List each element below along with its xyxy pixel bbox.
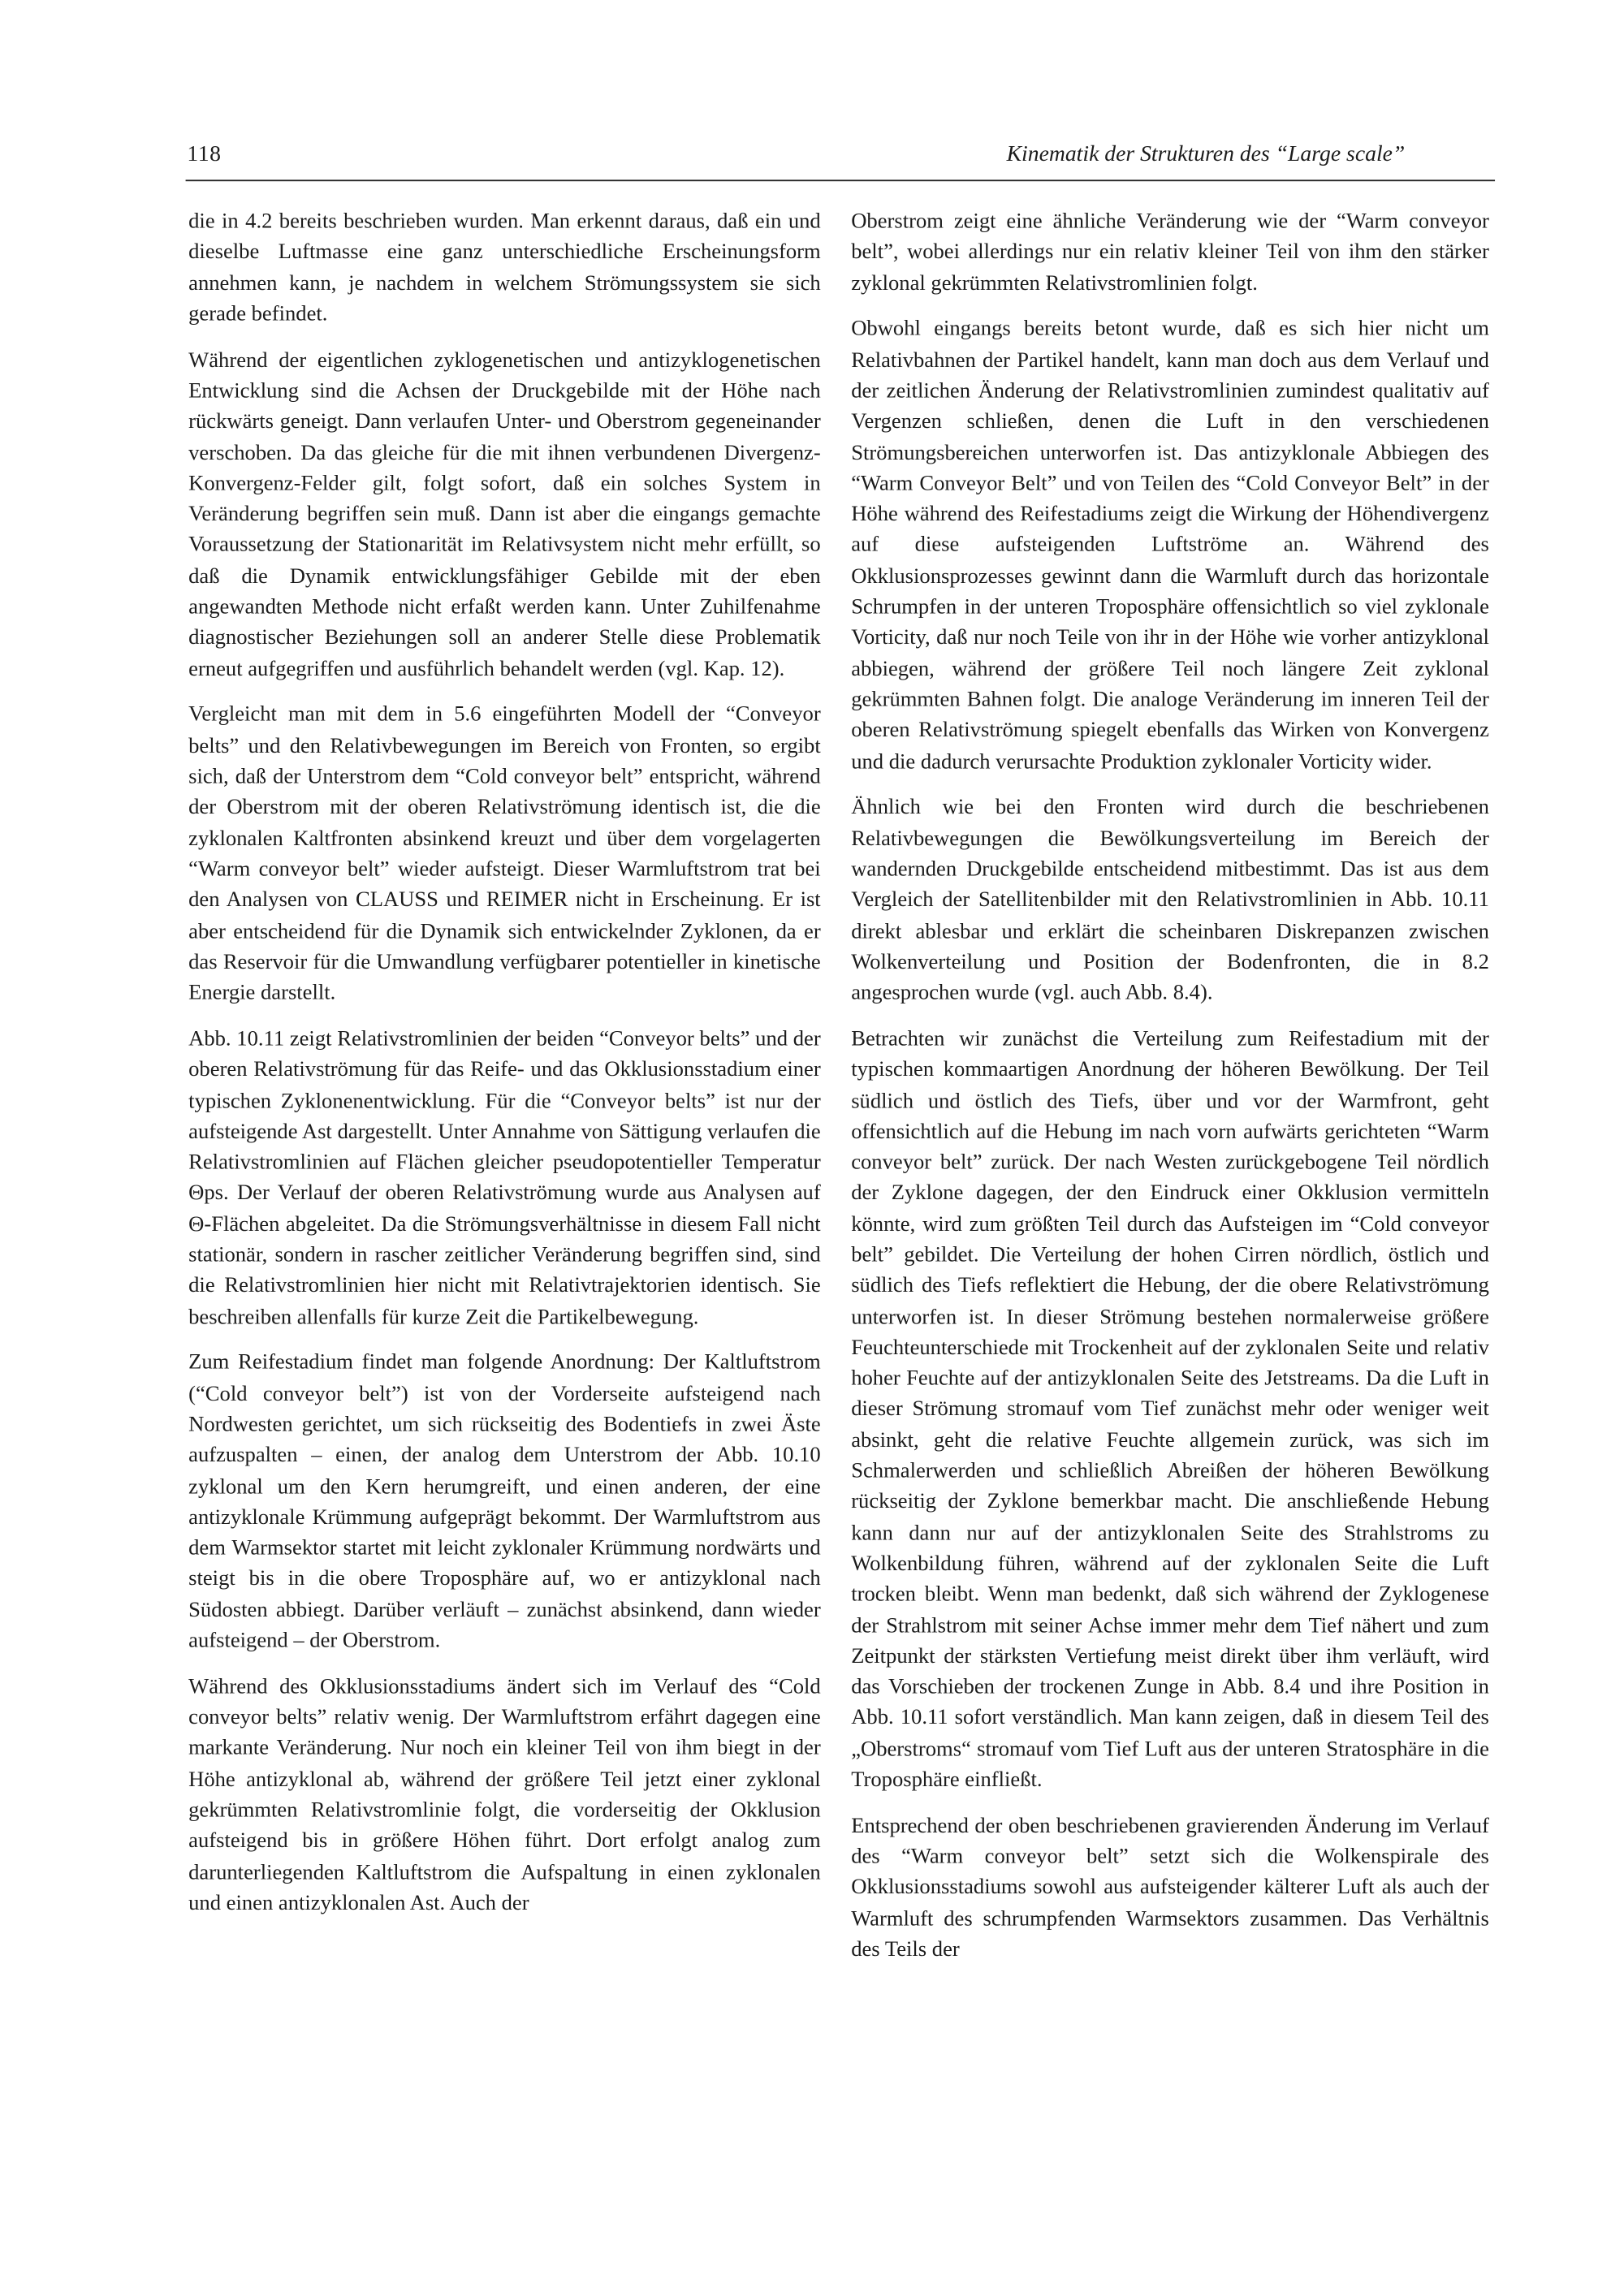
paragraph: Während des Okklusionsstadiums ändert sich im Verlauf des “Cold conveyor belts” relativ wenig. Der Warmluftstrom erfährt dagegen eine markante Veränderung. Nur noch ein kleiner Teil von ihm biegt in der Höhe antizyklonal ab, während der größere Teil jetzt einer zyklonal gekrümmten Relativstromlinie folgt, die vorderseitig der Okklusion aufsteigend bis in größere Höhen führt. Dort erfolgt analog zum darunterliegenden Kaltluftstrom die Aufspaltung in einen zyklonalen und einen antizyklonalen Ast. Auch der bbox=[188, 1676, 821, 1915]
paragraph: Oberstrom zeigt eine ähnliche Veränderung wie der “Warm conveyor belt”, wobei allerdings nur ein relativ kleiner Teil von ihm den stärker zyklonal gekrümmten Relativstromlinien folgt. bbox=[851, 209, 1489, 296]
left-column bbox=[188, 207, 821, 1935]
paragraph: Obwohl eingangs bereits betont wurde, daß es sich hier nicht um Relativbahnen der Partikel handelt, kann man doch aus dem Verlauf und der zeitlichen Änderung der Relativstromlinien zumindest qualitativ auf Vergenzen schließen, denen die Luft in den verschiedenen Strömungsbereichen unterworfen ist. Das antizyklonale Abbiegen des “Warm Conveyor Belt” und von Teilen des “Cold Conveyor Belt” in der Höhe während des Reifestadiums zeigt die Wirkung der Höhendivergenz auf diese aufsteigenden Luftströme an. Während des Okklusionsprozesses gewinnt dann die Warmluft durch das horizontale Schrumpfen in der unteren Troposphäre offensichtlich so viel zyklonale Vorticity, daß nur noch Teile von ihr in der Höhe wie vorher antizyklonal abbiegen, während der größere Teil noch längere Zeit zyklonal gekrümmten Bahnen folgt. Die analoge Veränderung im inneren Teil der oberen Relativströmung spiegelt ebenfalls das Wirken von Konvergenz und die dadurch verursachte Produktion zyklonaler Vorticity wider. bbox=[851, 317, 1489, 774]
paragraph: Ähnlich wie bei den Fronten wird durch die beschriebenen Relativbewegungen die Bewölkungsverteilung im Bereich der wandernden Druckgebilde entscheidend mitbestimmt. Das ist aus dem Vergleich der Satellitenbilder mit den Relativstromlinien in Abb. 10.11 direkt ablesbar und erklärt die scheinbaren Diskrepanzen zwischen Wolkenverteilung und Position der Bodenfronten, die in 8.2 angesprochen wurde (vgl. auch Abb. 8.4). bbox=[851, 796, 1489, 1005]
paragraph: Vergleicht man mit dem in 5.6 eingeführten Modell der “Conveyor belts” und den Relativbewegungen im Bereich von Fronten, so ergibt sich, daß der Unterstrom dem “Cold conveyor belt” entspricht, während der Oberstrom mit der oberen Relativströmung identisch ist, die die zyklonalen Kaltfronten absinkend kreuzt und über dem vorgelagerten “Warm conveyor belt” wieder aufsteigt. Dieser Warmluftstrom trat bei den Analysen von CLAUSS und REIMER nicht in Erscheinung. Er ist aber entscheidend für die Dynamik sich entwickelnder Zyklonen, da er das Reservoir für die Umwandlung verfügbarer potentieller in kinetische Energie darstellt. bbox=[188, 703, 821, 1005]
paragraph: Abb. 10.11 zeigt Relativstromlinien der beiden “Conveyor belts” und der oberen Relativströmung für das Reife- und das Okklusionsstadium einer typischen Zyklonenentwicklung. Für die “Conveyor belts” ist nur der aufsteigende Ast dargestellt. Unter Annahme von Sättigung verlaufen die Relativstromlinien auf Flächen gleicher pseudopotentieller Temperatur Θps. Der Verlauf der oberen Relativströmung wurde aus Analysen auf Θ-Flächen abgeleitet. Da die Strömungsverhältnisse in diesem Fall nicht stationär, sondern in rascher zeitlicher Veränderung begriffen sind, sind die Relativstromlinien hier nicht mit Relativtrajektorien identisch. Sie beschreiben allenfalls für kurze Zeit die Partikelbewegung. bbox=[188, 1027, 821, 1329]
paragraph: Während der eigentlichen zyklogenetischen und antizyklogenetischen Entwicklung sind die Achsen der Druckgebilde mit der Höhe nach rückwärts geneigt. Dann verlaufen Unter- und Oberstrom gegeneinander verschoben. Da das gleiche für die mit ihnen verbundenen Divergenz-Konvergenz-Felder gilt, folgt sofort, daß ein solches System in Veränderung begriffen sein muß. Dann ist aber die eingangs gemachte Voraussetzung der Stationarität im Relativsystem nicht mehr erfüllt, so daß die Dynamik entwicklungsfähiger Gebilde mit der eben angewandten Methode nicht erfaßt werden kann. Unter Zuhilfenahme diagnostischer Beziehungen soll an anderer Stelle diese Problematik erneut aufgegriffen und ausführlich behandelt werden (vgl. Kap. 12). bbox=[188, 348, 821, 681]
paragraph: die in 4.2 bereits beschrieben wurden. Man erkennt daraus, daß ein und dieselbe Luftmasse eine ganz unterschiedliche Erscheinungsform annehmen kann, je nachdem in welchem Strömungssystem sie sich gerade befindet. bbox=[188, 209, 821, 326]
page-header bbox=[186, 142, 1495, 181]
paragraph: Zum Reifestadium findet man folgende Anordnung: Der Kaltluftstrom (“Cold conveyor belt”) ist von der Vorderseite aufsteigend nach Nordwesten gerichtet, um sich rückseitig des Bodentiefs in zwei Äste aufzuspalten – einen, der analog dem Unterstrom der Abb. 10.10 zyklonal um den Kern herumgreift, und einen anderen, der eine antizyklonale Krümmung aufgeprägt bekommt. Der Warmluftstrom aus dem Warmsektor startet mit leicht zyklonaler Krümmung nordwärts und steigt bis in die obere Troposphäre auf, wo er antizyklonal nach Südosten abbiegt. Darüber verläuft – zunächst absinkend, dann wieder aufsteigend – der Oberstrom. bbox=[188, 1351, 821, 1653]
paragraph: Entsprechend der oben beschriebenen gravierenden Änderung im Verlauf des “Warm conveyor belt” setzt sich die Wolkenspirale des Okklusionsstadiums sowohl aus aufsteigender kälterer Luft als auch der Warmluft des schrumpfenden Warmsektors zusammen. Das Verhältnis des Teils der bbox=[851, 1815, 1489, 1962]
right-column bbox=[851, 207, 1489, 1981]
page-number: 118 bbox=[187, 141, 222, 167]
running-title: Kinematik der Strukturen des “Large scale” bbox=[1006, 141, 1406, 167]
paragraph: Betrachten wir zunächst die Verteilung zum Reifestadium mit der typischen kommaartigen Anordnung der höheren Bewölkung. Der Teil südlich und östlich des Tiefs, über und vor der Warmfront, geht offensichtlich auf die Hebung im nach vorn aufwärts gerichteten “Warm conveyor belt” zurück. Der nach Westen zurückgebogene Teil nördlich der Zyklone dagegen, der den Eindruck einer Okklusion vermitteln könnte, wird zum größten Teil durch das Aufsteigen im “Cold conveyor belt” gebildet. Die Verteilung der hohen Cirren nördlich, östlich und südlich des Tiefs reflektiert die Hebung, der die obere Relativströmung unterworfen ist. In dieser Strömung bestehen normalerweise größere Feuchteunterschiede mit Trockenheit auf der zyklonalen Seite und relativ hoher Feuchte auf der antizyklonalen Seite des Jetstreams. Da die Luft in dieser Strömung stromauf vom Tief zunächst mehr oder weniger weit absinkt, geht die relative Feuchte allgemein zurück, was sich im Schmalerwerden und schließlich Abreißen der höheren Bewölkung rückseitig der Zyklone bemerkbar macht. Die anschließende Hebung kann dann nur auf der antizyklonalen Seite des Strahlstroms zu Wolkenbildung führen, während auf der zyklonalen Seite die Luft trocken bleibt. Wenn man bedenkt, daß sich während der Zyklogenese der Strahlstrom mit seiner Achse immer mehr dem Tief nähert und zum Zeitpunkt der stärksten Vertiefung meist direkt über ihm verläuft, wird das Vorschieben der trockenen Zunge in Abb. 8.4 und ihre Position in Abb. 10.11 sofort verständlich. Man kann zeigen, daß in diesem Teil des „Oberstroms“ stromauf vom Tief Luft aus der unteren Stratosphäre in die Troposphäre einfließt. bbox=[851, 1027, 1489, 1793]
